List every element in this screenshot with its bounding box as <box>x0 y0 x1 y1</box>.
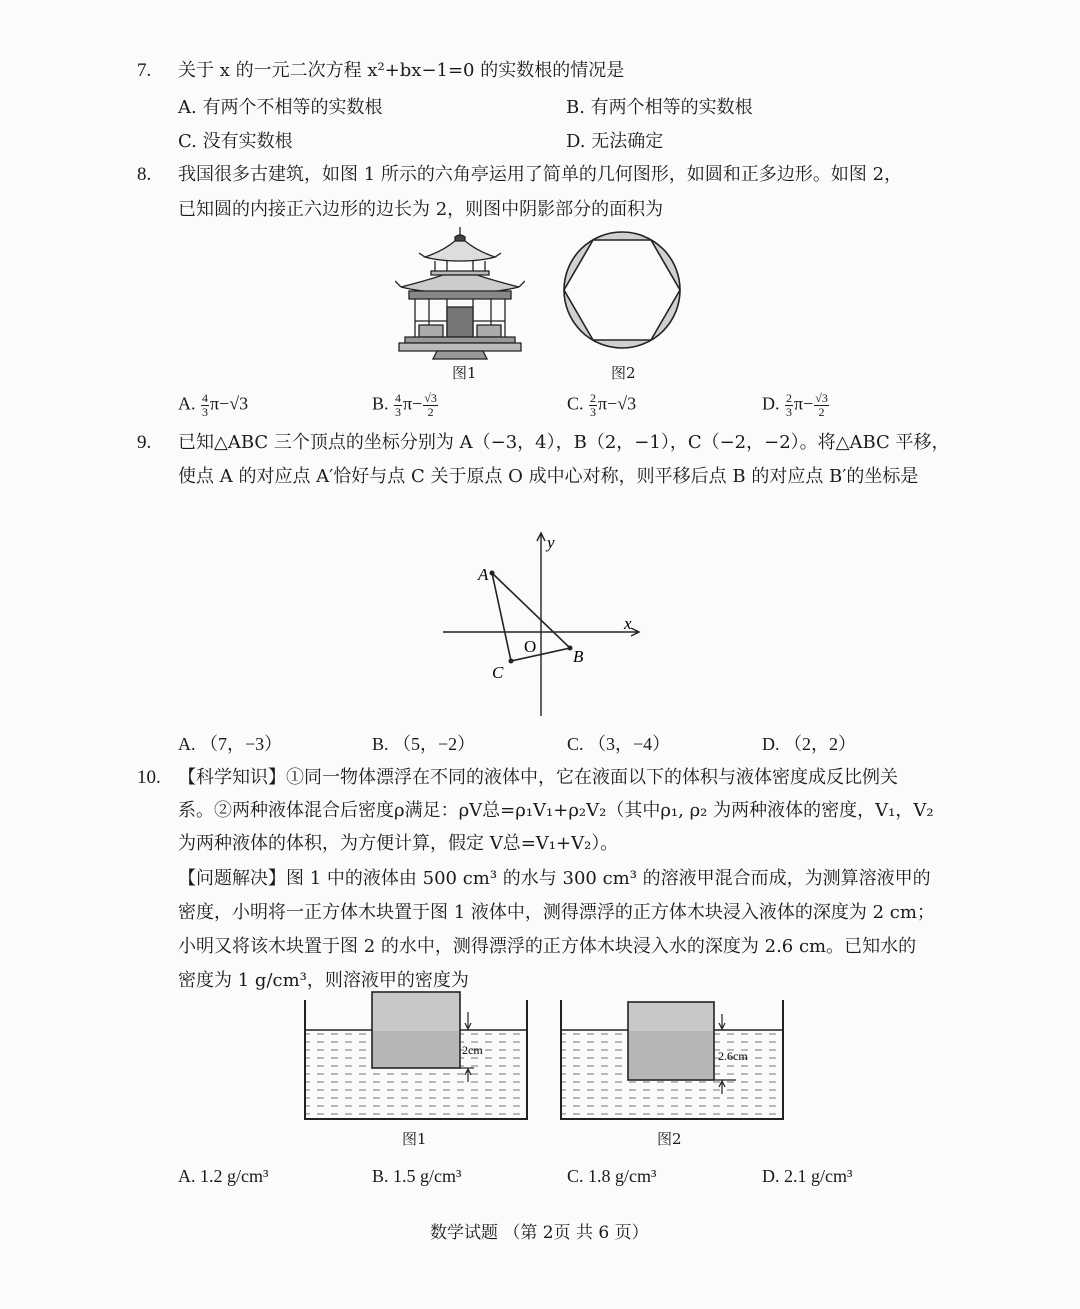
question-10-option-d: D. 2.1 g/cm³ <box>762 1166 853 1186</box>
question-9-option-c: C. （3，−4） <box>567 734 671 754</box>
container-figure-2 <box>558 990 788 1122</box>
question-7-number: 7. <box>137 60 152 81</box>
question-7-option-c: C. 没有实数根 <box>178 131 293 152</box>
question-9-option-b: B. （5，−2） <box>372 734 476 754</box>
question-8-figure-1-caption: 图1 <box>452 364 477 382</box>
question-10-figure-1-caption: 图1 <box>402 1130 427 1148</box>
label-c: C <box>492 663 504 682</box>
question-10-figure-2-caption: 图2 <box>657 1130 682 1148</box>
label-origin: O <box>524 637 537 656</box>
question-10-number: 10. <box>137 767 161 788</box>
question-8-option-c: C. $\frac{2}{3}$ π−√3 <box>567 391 637 419</box>
coordinate-graph <box>435 528 650 723</box>
question-7-option-b: B. 有两个相等的实数根 <box>566 97 753 118</box>
question-10-line-5: 密度，小明将一正方体木块置于图 1 液体中，测得漂浮的正方体木块浸入液体的深度为 2 cm； <box>178 902 935 923</box>
label-b: B <box>573 647 584 666</box>
question-9-number: 9. <box>137 432 152 453</box>
question-8-line-1: 我国很多古建筑，如图 1 所示的六角亭运用了简单的几何图形，如圆和正多边形。如图 2， <box>178 164 903 185</box>
question-9-option-d: D. （2，2） <box>762 734 856 754</box>
question-7-stem: 关于 x 的一元二次方程 x²+bx−1=0 的实数根的情况是 <box>178 60 625 81</box>
point-c <box>509 659 514 664</box>
question-10-line-7: 密度为 1 g/cm³，则溶液甲的密度为 <box>178 970 469 991</box>
question-10-option-b: B. 1.5 g/cm³ <box>372 1166 462 1186</box>
pavilion-illustration <box>395 225 525 360</box>
container-figure-1 <box>302 990 532 1122</box>
question-8-line-2: 已知圆的内接正六边形的边长为 2，则图中阴影部分的面积为 <box>178 199 664 220</box>
question-10-line-3: 为两种液体的体积，为方便计算，假定 V总=V₁+V₂）。 <box>178 833 619 854</box>
question-9-option-a: A. （7，−3） <box>178 734 283 754</box>
question-7-option-d: D. 无法确定 <box>566 131 664 152</box>
question-10-option-c: C. 1.8 g/cm³ <box>567 1166 657 1186</box>
y-axis-label: y <box>547 533 555 552</box>
question-8-option-b: B. $\frac{4}{3}$ π− $\frac{√3}{2}$ <box>372 391 437 419</box>
question-8-option-d: D. $\frac{2}{3}$ π− $\frac{√3}{2}$ <box>762 391 828 419</box>
x-axis-label: x <box>624 614 632 633</box>
question-9-line-1: 已知△ABC 三个顶点的坐标分别为 A（−3，4），B（2，−1），C（−2，−2）。将△ABC 平移， <box>178 432 950 453</box>
question-7-option-a: A. 有两个不相等的实数根 <box>178 97 383 118</box>
question-10-line-6: 小明又将该木块置于图 2 的水中，测得漂浮的正方体木块浸入水的深度为 2.6 cm。已知水的 <box>178 936 917 957</box>
point-a <box>490 571 495 576</box>
depth-label-2: 2.6cm <box>718 1049 748 1063</box>
question-10-line-2: 系。②两种液体混合后密度ρ满足：ρV总=ρ₁V₁+ρ₂V₂（其中ρ₁, ρ₂ 为两种液体的密度，V₁，V₂ <box>178 800 934 821</box>
label-a: A <box>478 565 489 584</box>
question-8-figure-2-caption: 图2 <box>611 364 636 382</box>
question-8-option-a: A. $\frac{4}{3}$ π−√3 <box>178 391 249 419</box>
question-10-option-a: A. 1.2 g/cm³ <box>178 1166 269 1186</box>
question-10-line-1: 【科学知识】①同一物体漂浮在不同的液体中，它在液面以下的体积与液体密度成反比例关 <box>178 767 898 788</box>
depth-label-1: 2cm <box>462 1043 483 1057</box>
question-9-line-2: 使点 A 的对应点 A′恰好与点 C 关于原点 O 成中心对称，则平移后点 B 的对应点 B′的坐标是 <box>178 466 919 487</box>
question-8-number: 8. <box>137 164 152 185</box>
circle-hexagon-figure <box>560 228 684 356</box>
question-10-line-4: 【问题解决】图 1 中的液体由 500 cm³ 的水与 300 cm³ 的溶液甲混合而成，为测算溶液甲的 <box>178 868 931 889</box>
point-b <box>568 646 573 651</box>
page-footer: 数学试题 （第 2页 共 6 页） <box>430 1223 649 1243</box>
